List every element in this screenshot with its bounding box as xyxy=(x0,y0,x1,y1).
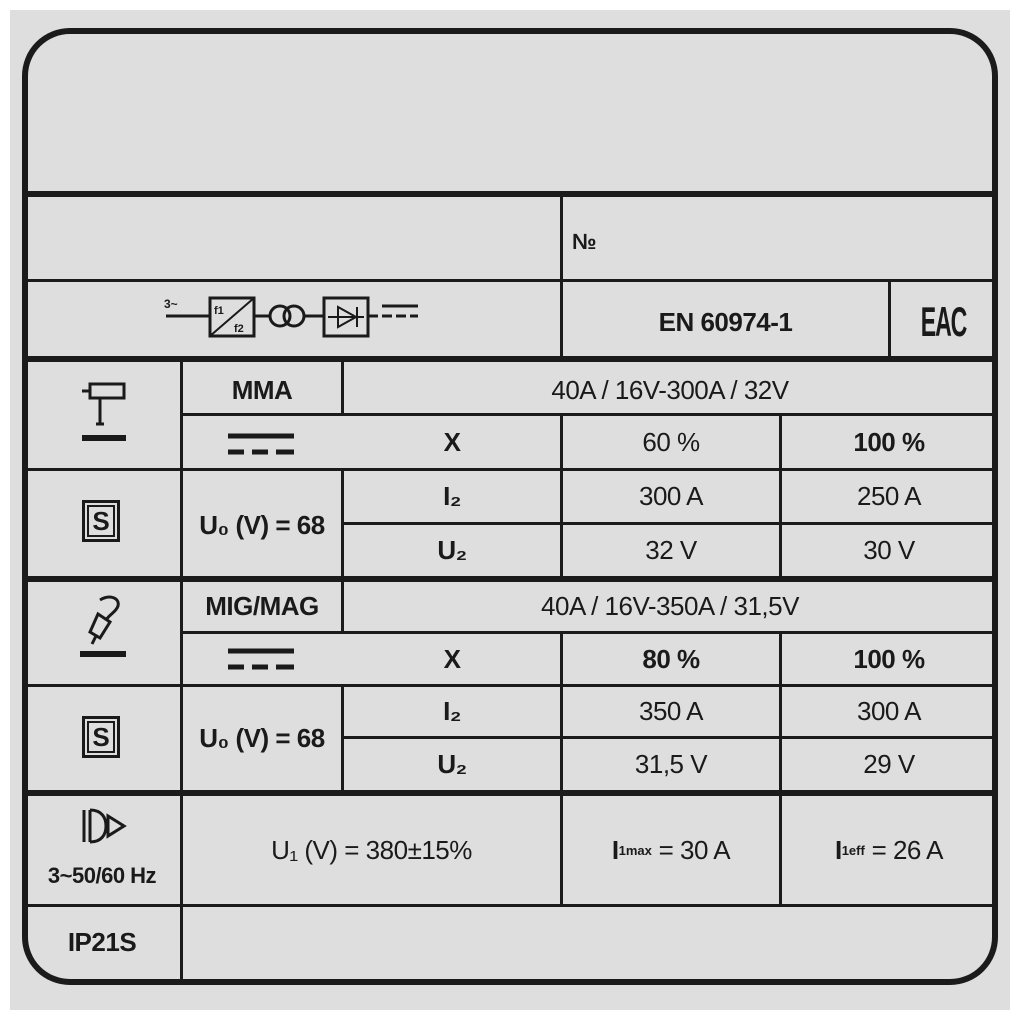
mma-process-label: MMA xyxy=(231,375,293,405)
mma-duty-cycle-value-2: 100 % xyxy=(853,426,925,457)
mig-duty-cycle-label: X xyxy=(443,643,461,674)
i1eff-symbol: I xyxy=(834,834,842,865)
mma-u2-value-1: 32 V xyxy=(645,535,697,565)
divider xyxy=(24,191,996,197)
eac-mark: EAC xyxy=(920,298,967,345)
mma-u2-label: U₂ xyxy=(437,535,467,565)
divider xyxy=(24,356,996,362)
phase-label: 3~ xyxy=(164,297,178,311)
mma-i2-value-1: 300 A xyxy=(638,481,703,511)
mig-duty-cycle-value-2: 100 % xyxy=(853,643,925,674)
dc-current-icon xyxy=(226,645,296,673)
f1-label: f1 xyxy=(214,305,224,317)
mma-current-range: 40A / 16V-300A / 32V xyxy=(551,375,789,405)
mig-i2-label: I₂ xyxy=(443,696,461,726)
supply-voltage: U₁ (V) = 380±15% xyxy=(271,834,472,865)
mma-i2-label: I₂ xyxy=(443,481,461,511)
mma-duty-cycle-value-1: 60 % xyxy=(642,426,700,457)
i1max-value: = 30 A xyxy=(658,834,731,865)
mma-duty-cycle-label: X xyxy=(443,426,461,457)
mma-electrode-icon xyxy=(78,380,130,450)
supply-i1max xyxy=(563,796,779,904)
supply-i1eff xyxy=(782,796,996,904)
s-mark-letter: S xyxy=(87,721,115,753)
divider xyxy=(888,282,891,359)
i1eff-subscript: 1eff xyxy=(841,842,865,858)
mig-i2-value-2: 300 A xyxy=(856,696,921,726)
i1eff-value: = 26 A xyxy=(871,834,944,865)
mma-i2-value-2: 250 A xyxy=(856,481,921,511)
mma-u2-value-2: 30 V xyxy=(863,535,915,565)
mig-torch-icon xyxy=(76,592,132,664)
plug-icon xyxy=(80,806,128,846)
protection-class: IP21S xyxy=(67,926,137,957)
supply-frequency: 3~50/60 Hz xyxy=(47,863,157,888)
dc-current-icon xyxy=(226,430,296,458)
mig-i2-value-1: 350 A xyxy=(638,696,703,726)
standard-label: EN 60974-1 xyxy=(658,306,793,337)
mig-process-label: MIG/MAG xyxy=(205,591,319,621)
mig-u2-label: U₂ xyxy=(437,749,467,779)
s-mark-icon xyxy=(82,500,120,542)
mig-duty-cycle-value-1: 80 % xyxy=(642,643,700,674)
inverter-diagram-icon xyxy=(160,292,422,348)
s-mark-letter: S xyxy=(87,505,115,537)
i1max-symbol: I xyxy=(611,834,619,865)
mig-u2-value-1: 31,5 V xyxy=(634,749,708,779)
mig-current-range: 40A / 16V-350A / 31,5V xyxy=(541,591,799,621)
i1max-subscript: 1max xyxy=(618,842,652,858)
mma-no-load-voltage: U₀ (V) = 68 xyxy=(199,509,325,540)
divider xyxy=(24,279,996,282)
serial-number-label: № xyxy=(572,229,597,254)
mig-u2-value-2: 29 V xyxy=(863,749,915,779)
s-mark-icon xyxy=(82,716,120,758)
f2-label: f2 xyxy=(234,323,244,335)
mig-no-load-voltage: U₀ (V) = 68 xyxy=(199,723,325,753)
